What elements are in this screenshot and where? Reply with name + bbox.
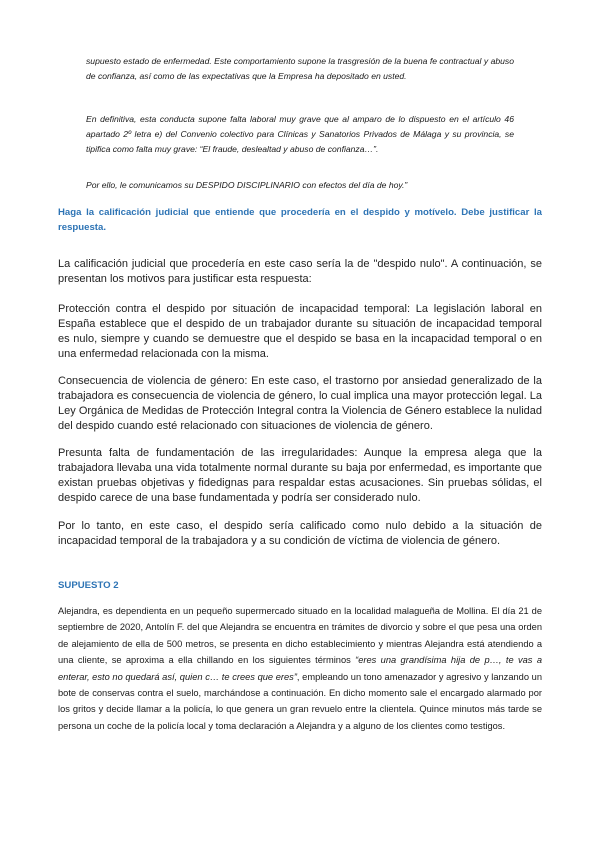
quote-paragraph-1: supuesto estado de enfermedad. Este comportamiento supone la trasgresión de la buena fe contractual y abuso de confianza, así como de las expectativas que la Empresa ha depositado en usted.: [86, 56, 514, 81]
answer-conclusion: Por lo tanto, en este caso, el despido sería calificado como nulo debido a la situación de incapacidad temporal de la trabajadora y a su condición de víctima de violencia de género.: [58, 520, 542, 547]
answer-reason-incapacidad: Protección contra el despido por situación de incapacidad temporal: La legislación laboral en España establece que el despido de un trabajador durante su situación de incapacidad temporal es nulo, siempre y cuando se demuestre que el despido se basa en la incapacidad temporal o en una enfermedad relacionada con la misma.: [58, 303, 542, 360]
answer-reason-fundamentacion: Presunta falta de fundamentación de las irregularidades: Aunque la empresa alega que la trabajadora llevaba una vida totalmente normal durante su baja por enfermedad, es importante que existan pruebas objetivas y fidedignas para respaldar estas acusaciones. Sin pruebas sólidas, el despido carece de una base fundamentada y podría ser considerado nulo.: [58, 447, 542, 504]
question-heading: Haga la calificación judicial que entiende que procedería en el despido y motívelo. Debe justificar la respuesta.: [58, 207, 542, 233]
case-text-part-1: Alejandra, es dependienta en un pequeño supermercado situado en la localidad malagueña de Mollina. El día 21 de septiembre de 2020, Antolín F. del que Alejandra se encuentra en trámites de divorcio y sobre el que pesa una orden de alejamiento de ella de 500 metros, se presenta en dicho establecimiento y mientras Alejandra está atendiendo a una cliente, se aproxima a ella chillando en los siguientes términos: [58, 606, 542, 666]
case-text-part-2: , empleando un tono amenazador y agresivo y lanzando un bote de conservas contra el suelo, marchándose a continuación. En dicho momento sale el encargado alarmado por los gritos y decide llamar a la policía, lo que genera un gran revuelo entre la clientela. Quince minutos más tarde se persona un coche de la policía local y toma declaración a Alejandra y a alguno de los clientes como testigos.: [58, 671, 542, 731]
case-quote: “eres una grandísima hija de p…, te vas a enterar, esto no quedará así, quien c… te crees que eres”: [58, 655, 542, 682]
supuesto-2-paragraph: [58, 603, 542, 734]
answer-intro: La calificación judicial que procedería en este caso sería la de "despido nulo". A continuación, se presentan los motivos para justificar esta respuesta:: [58, 258, 542, 285]
section-title-supuesto-2: SUPUESTO 2: [58, 580, 119, 591]
quote-paragraph-2: En definitiva, esta conducta supone falta laboral muy grave que al amparo de lo dispuesto en el artículo 46 apartado 2º letra e) del Convenio colectivo para Clínicas y Sanatorios Privados de Málaga y su provincia, se tipifica como falta muy grave: “El fraude, deslealtad y abuso de confianza…”.: [86, 114, 514, 154]
quote-paragraph-3: Por ello, le comunicamos su DESPIDO DISCIPLINARIO con efectos del día de hoy.”: [86, 180, 408, 190]
answer-reason-violencia: Consecuencia de violencia de género: En este caso, el trastorno por ansiedad generalizado de la trabajadora es consecuencia de violencia de género, lo cual implica una mayor protección legal. La Ley Orgánica de Medidas de Protección Integral contra la Violencia de Género establece la nulidad del despido cuando esté relacionado con situaciones de violencia de género.: [58, 375, 542, 432]
